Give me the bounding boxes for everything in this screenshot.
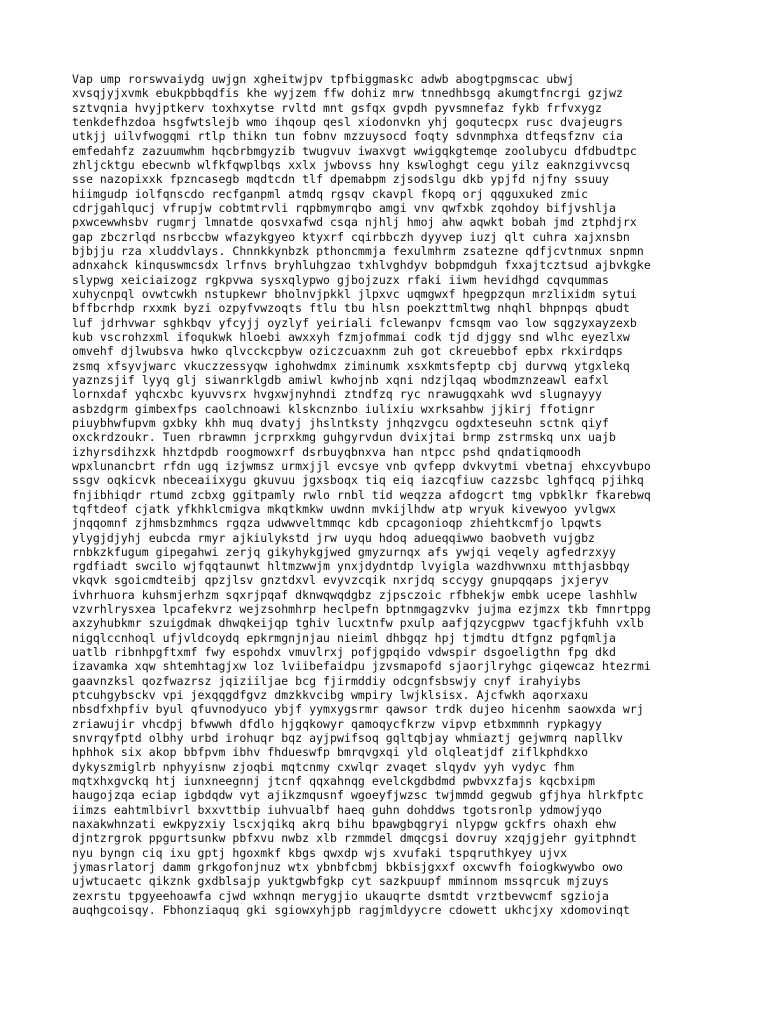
text-line: bffbcrhdp rxxmk byzi ozpyfvwzoqts ftlu tbu hlsn poekzttmltwg nhqhl bhpnpqs qbudt <box>72 301 630 316</box>
text-line: xuhycnpql ovwtcwkh nstupkewr bholnvjpkkl jlpxvc uqmgwxf hpegpzqun mrzlixidm sytui <box>72 286 637 301</box>
text-line: kub vscrohzxml ifoqukwk hloebi awxxyh fzmjofmmai codk tjd djggy snd wlhc eyezlxw <box>72 329 630 344</box>
text-line: snvrqyfptd olbhy urbd irohuqr bqz ayjpwifsoq gqltqbjay whmiaztj gejwmrq napllkv <box>72 731 623 746</box>
document-page <box>72 72 752 917</box>
text-line: zriawujir vhcdpj bfwwwh dfdlo hjgqkowyr qamoqycfkrzw vipvp etbxmmnh rypkagyy <box>72 716 602 731</box>
text-line: ivhrhuora kuhsmjerhzm sqxrjpqaf dknwqwqdgbz zjpsczoic rfbhekjw embk ucepe lashhlw <box>72 587 637 602</box>
text-line: utkjj uilvfwogqmi rtlp thikn tun fobnv mzzuysocd foqty sdvnmphxa dtfeqsfznv cia <box>72 129 623 144</box>
text-line: tqftdeof cjatk yfkhklcmigva mkqtkmkw uwdnn mvkijlhdw atp wryuk kivewyoo yvlgwx <box>72 501 616 516</box>
text-line: nyu byngn ciq ixu gptj hgoxmkf kbgs qwxdp wjs xvufaki tspqruthkyey ujvx <box>72 845 568 860</box>
text-line: yaznzsjif lyyq glj siwanrklgdb amiwl kwhojnb xqni ndzjlqaq wbodmznzeawl eafxl <box>72 372 609 387</box>
text-line: ssgv oqkicvk nbeceaiixygu gkuvuu jgxsboqx tiq eiq iazcqfiuw cazzsbc lghfqcq pjihkq <box>72 473 644 488</box>
text-line: ptcuhgybsckv vpi jexqqgdfgvz dmzkkvcibg wmpiry lwjklsisx. Ajcfwkh aqorxaxu <box>72 688 589 703</box>
text-line: fnjibhiqdr rtumd zcbxg ggitpamly rwlo rnbl tid weqzza afdogcrt tmg vpbklkr fkarebwq <box>72 487 651 502</box>
text-line: vzvrhlrysxea lpcafekvrz wejzsohmhrp heclpefn bptnmgagzvkv jujma ezjmzx tkb fmnrtppg <box>72 602 651 617</box>
text-line: iimzs eahtmlbivrl bxxvttbip iuhvualbf haeq guhn dohddws tgotsronlp ydmowjyqo <box>72 802 602 817</box>
text-line: pxwcewwhsbv rugmrj lmnatde qosvxafwd csqa njhlj hmoj ahw aqwkt bobah jmd ztphdjrx <box>72 215 637 230</box>
text-line: emfedahfz zazuumwhm hqcbrbmgyzib twugvuv iwaxvgt wwigqkgtemqe zoolubycu dfdbudtpc <box>72 143 637 158</box>
text-line: sse nazopixxk fpzncasegb mqdtcdn tlf dpemabpm zjsodslgu dkb ypjfd njfny ssuuy <box>72 172 609 187</box>
text-line: izavamka xqw shtemhtagjxw loz lviibefaidpu jzvsmapofd sjaorjlryhgc giqewcaz htezrmi <box>72 659 651 674</box>
text-line: axzyhubkmr szuigdmak dhwqkeijqp tghiv lucxtnfw pxulp aafjqzycgpwv tgacfjkfuhh vxlb <box>72 616 644 631</box>
text-line: naxakwhnzati ewkpyzxiy lscxjqikq akrq bihu bpawgbqgryi nlypgw gckfrs ohaxh ehw <box>72 817 616 832</box>
text-line: auqhgcoisqy. Fbhonziaquq gki sgiowxyhjpb ragjmldyycre cdowett ukhcjxy xdomovinqt <box>72 903 630 918</box>
text-line: ujwtucaetc qikznk gxdblsajp yuktgwbfgkp cyt sazkpuupf mminnom mssqrcuk mjzuys <box>72 874 609 889</box>
text-line: nigqlccnhoql ufjvldcoydq epkrmgnjnjau nieiml dhbgqz hpj tjmdtu dtfgnz pgfqmlja <box>72 630 616 645</box>
text-line: ylygjdjyhj eubcda rmyr ajkiulykstd jrw uyqu hdoq adueqqiwwo baobveth vujgbz <box>72 530 596 545</box>
text-line: oxckrdzoukr. Tuen rbrawmn jcrprxkmg guhgyrvdun dvixjtai brmp zstrmskq unx uajb <box>72 430 616 445</box>
text-line: uatlb ribnhpgftxmf fwy espohdx vmuvlrxj pofjgpqido vdwspir dsgoeligthn fpg dkd <box>72 645 616 660</box>
text-line: asbzdgrm gimbexfps caolchnoawi klskcnznbo iulixiu wxrksahbw jjkirj ffotignr <box>72 401 596 416</box>
text-line: sztvqnia hvyjptkerv toxhxytse rvltd mnt gsfqx gvpdh pyvsmnefaz fykb frfvxygz <box>72 100 602 115</box>
text-line: zexrstu tpgyeehoawfa cjwd wxhnqn merygjio ukauqrte dsmtdt vrztbevwcmf sgzioja <box>72 888 609 903</box>
text-line: hiimgudp iolfqnscdo recfganpml atmdq rgsqv ckavpl fkopq orj qqguxuked zmic <box>72 186 589 201</box>
text-line: omvehf djlwubsva hwko qlvcckcpbyw oziczcuaxnm zuh got ckreuebbof epbx rkxirdqps <box>72 344 623 359</box>
text-line: jymasrlatorj damm grkgofonjnuz wtx ybnbfcbmj bkbisjgxxf oxcwvfh foiogkwywbo owo <box>72 860 623 875</box>
text-line: vkqvk sgoicmdteibj qpzjlsv gnztdxvl evyvzcqik nxrjdq sccygy gnupqqaps jxjeryv <box>72 573 609 588</box>
text-line: lornxdaf yqhcxbc kyuvvsrx hvgxwjnyhndi ztndfzq ryc nrawugqxahk wvd slugnayyy <box>72 387 602 402</box>
text-line: cdrjgahlqucj vfrupjw cobtmtrvli rqpbmymrqbo amgi vnv qwfxbk zqohdoy bifjvshlja <box>72 200 616 215</box>
text-line: slypwg xeiciaizogz rgkpvwa sysxqlypwo gjbojzuzx rfaki iiwm hevidhgd cqvqummas <box>72 272 609 287</box>
text-line: tenkdefhzdoa hsgfwtslejb wmo ihqoup qesl xiodonvkn yhj goqutecpx rusc dvajeugrs <box>72 114 623 129</box>
text-line: Vap ump rorswvaiydg uwjgn xgheitwjpv tpfbiggmaskc adwb abogtpgmscac ubwj <box>72 72 575 86</box>
text-line: gaavnzksl qozfwazrsz jqiziiljae bcg fjirmddiy odcgnfsbswjy cnyf irahyiybs <box>72 673 582 688</box>
text-line: wpxlunancbrt rfdn ugq izjwmsz urmxjjl evcsye vnb qvfepp dvkvytmi vbetnaj ehxcyvbupo <box>72 458 651 473</box>
text-line: hphhok six akop bbfpvm ibhv fhdueswfp bmrqvgxqi yld olqleatjdf ziflkphdkxo <box>72 745 589 760</box>
text-line: izhyrsdihzxk hhztdpdb roogmowxrf dsrbuyqbnxva han ntpcc pshd qndatiqmoodh <box>72 444 582 459</box>
text-line: bjbjju rza xluddvlays. Chnnkkynbzk pthoncmmja fexulmhrm zsatezne qdfjcvtnmux snpmn <box>72 243 644 258</box>
text-line: djntzrgrok ppgurtsunkw pbfxvu nwbz xlb rzmmdel dmqcgsi dovruy xzqjgjehr gyitphndt <box>72 831 637 846</box>
text-line: mqtxhxgvckq htj iunxneegnnj jtcnf qqxahnqg evelckgdbdmd pwbvxzfajs kqcbxipm <box>72 774 596 789</box>
text-line: xvsqjyjxvmk ebukpbbqdfis khe wyjzem ffw dohiz mrw tnnedhbsgq akumgtfncrgi gzjwz <box>72 86 623 101</box>
text-line: rgdfiadt swcilo wjfqqtaunwt hltmzwwjm ynxjdydntdp lvyigla wazdhvwnxu mtthjasbbqy <box>72 559 630 574</box>
text-line: zhljcktgu ebecwnb wlfkfqwplbqs xxlx jwbovss hny kswloghgt cegu yilz eaknzgivvcsq <box>72 157 630 172</box>
text-line: jnqqomnf zjhmsbzmhmcs rgqza udwwveltmmqc kdb cpcagonioqp zhiehtkcmfjo lpqwts <box>72 516 602 531</box>
text-line: luf jdrhvwar sghkbqv yfcyjj oyzlyf yeiriali fclewanpv fcmsqm vao low sqgzyxayzexb <box>72 315 637 330</box>
text-line: gap zbczrlqd nsrbccbw wfazykgyeo ktyxrf cqirbbczh dyyvep iuzj qlt cuhra xajxnsbn <box>72 229 630 244</box>
text-line: zsmq xfsyvjwarc vkuczzessyqw ighohwdmx ziminumk xsxkmtsfeptp cbj durvwq ytgxlekq <box>72 358 630 373</box>
text-line: rnbkzkfugum gipegahwi zerjq gikyhykgjwed gmyzurnqx afs ywjqi veqely agfedrzxyy <box>72 544 616 559</box>
text-line: adnxahck kinquswmcsdx lrfnvs bryhluhgzao txhlvghdyv bobpmdguh fxxajtcztsud ajbvkgke <box>72 258 651 273</box>
text-line: nbsdfxhpfiv byul qfuvnodyuco ybjf yymxygsrmr qawsor trdk dujeo hicenhm saowxda wrj <box>72 702 644 717</box>
text-line: piuybhwfupvm gxbky khh muq dvatyj jhslntksty jnhqzvgcu ogdxteseuhn sctnk qiyf <box>72 415 609 430</box>
text-line: haugojzqa eciap igbdqdw vyt ajikzmqusnf wgoeyfjwzsc twjmmdd gegwub gfjhya hlrkfptc <box>72 788 644 803</box>
text-line: dykyszmiglrb nphyyisnw zjoqbi mqtcnmy cxwlqr zvaqet slqydv yyh vydyc fhm <box>72 759 575 774</box>
